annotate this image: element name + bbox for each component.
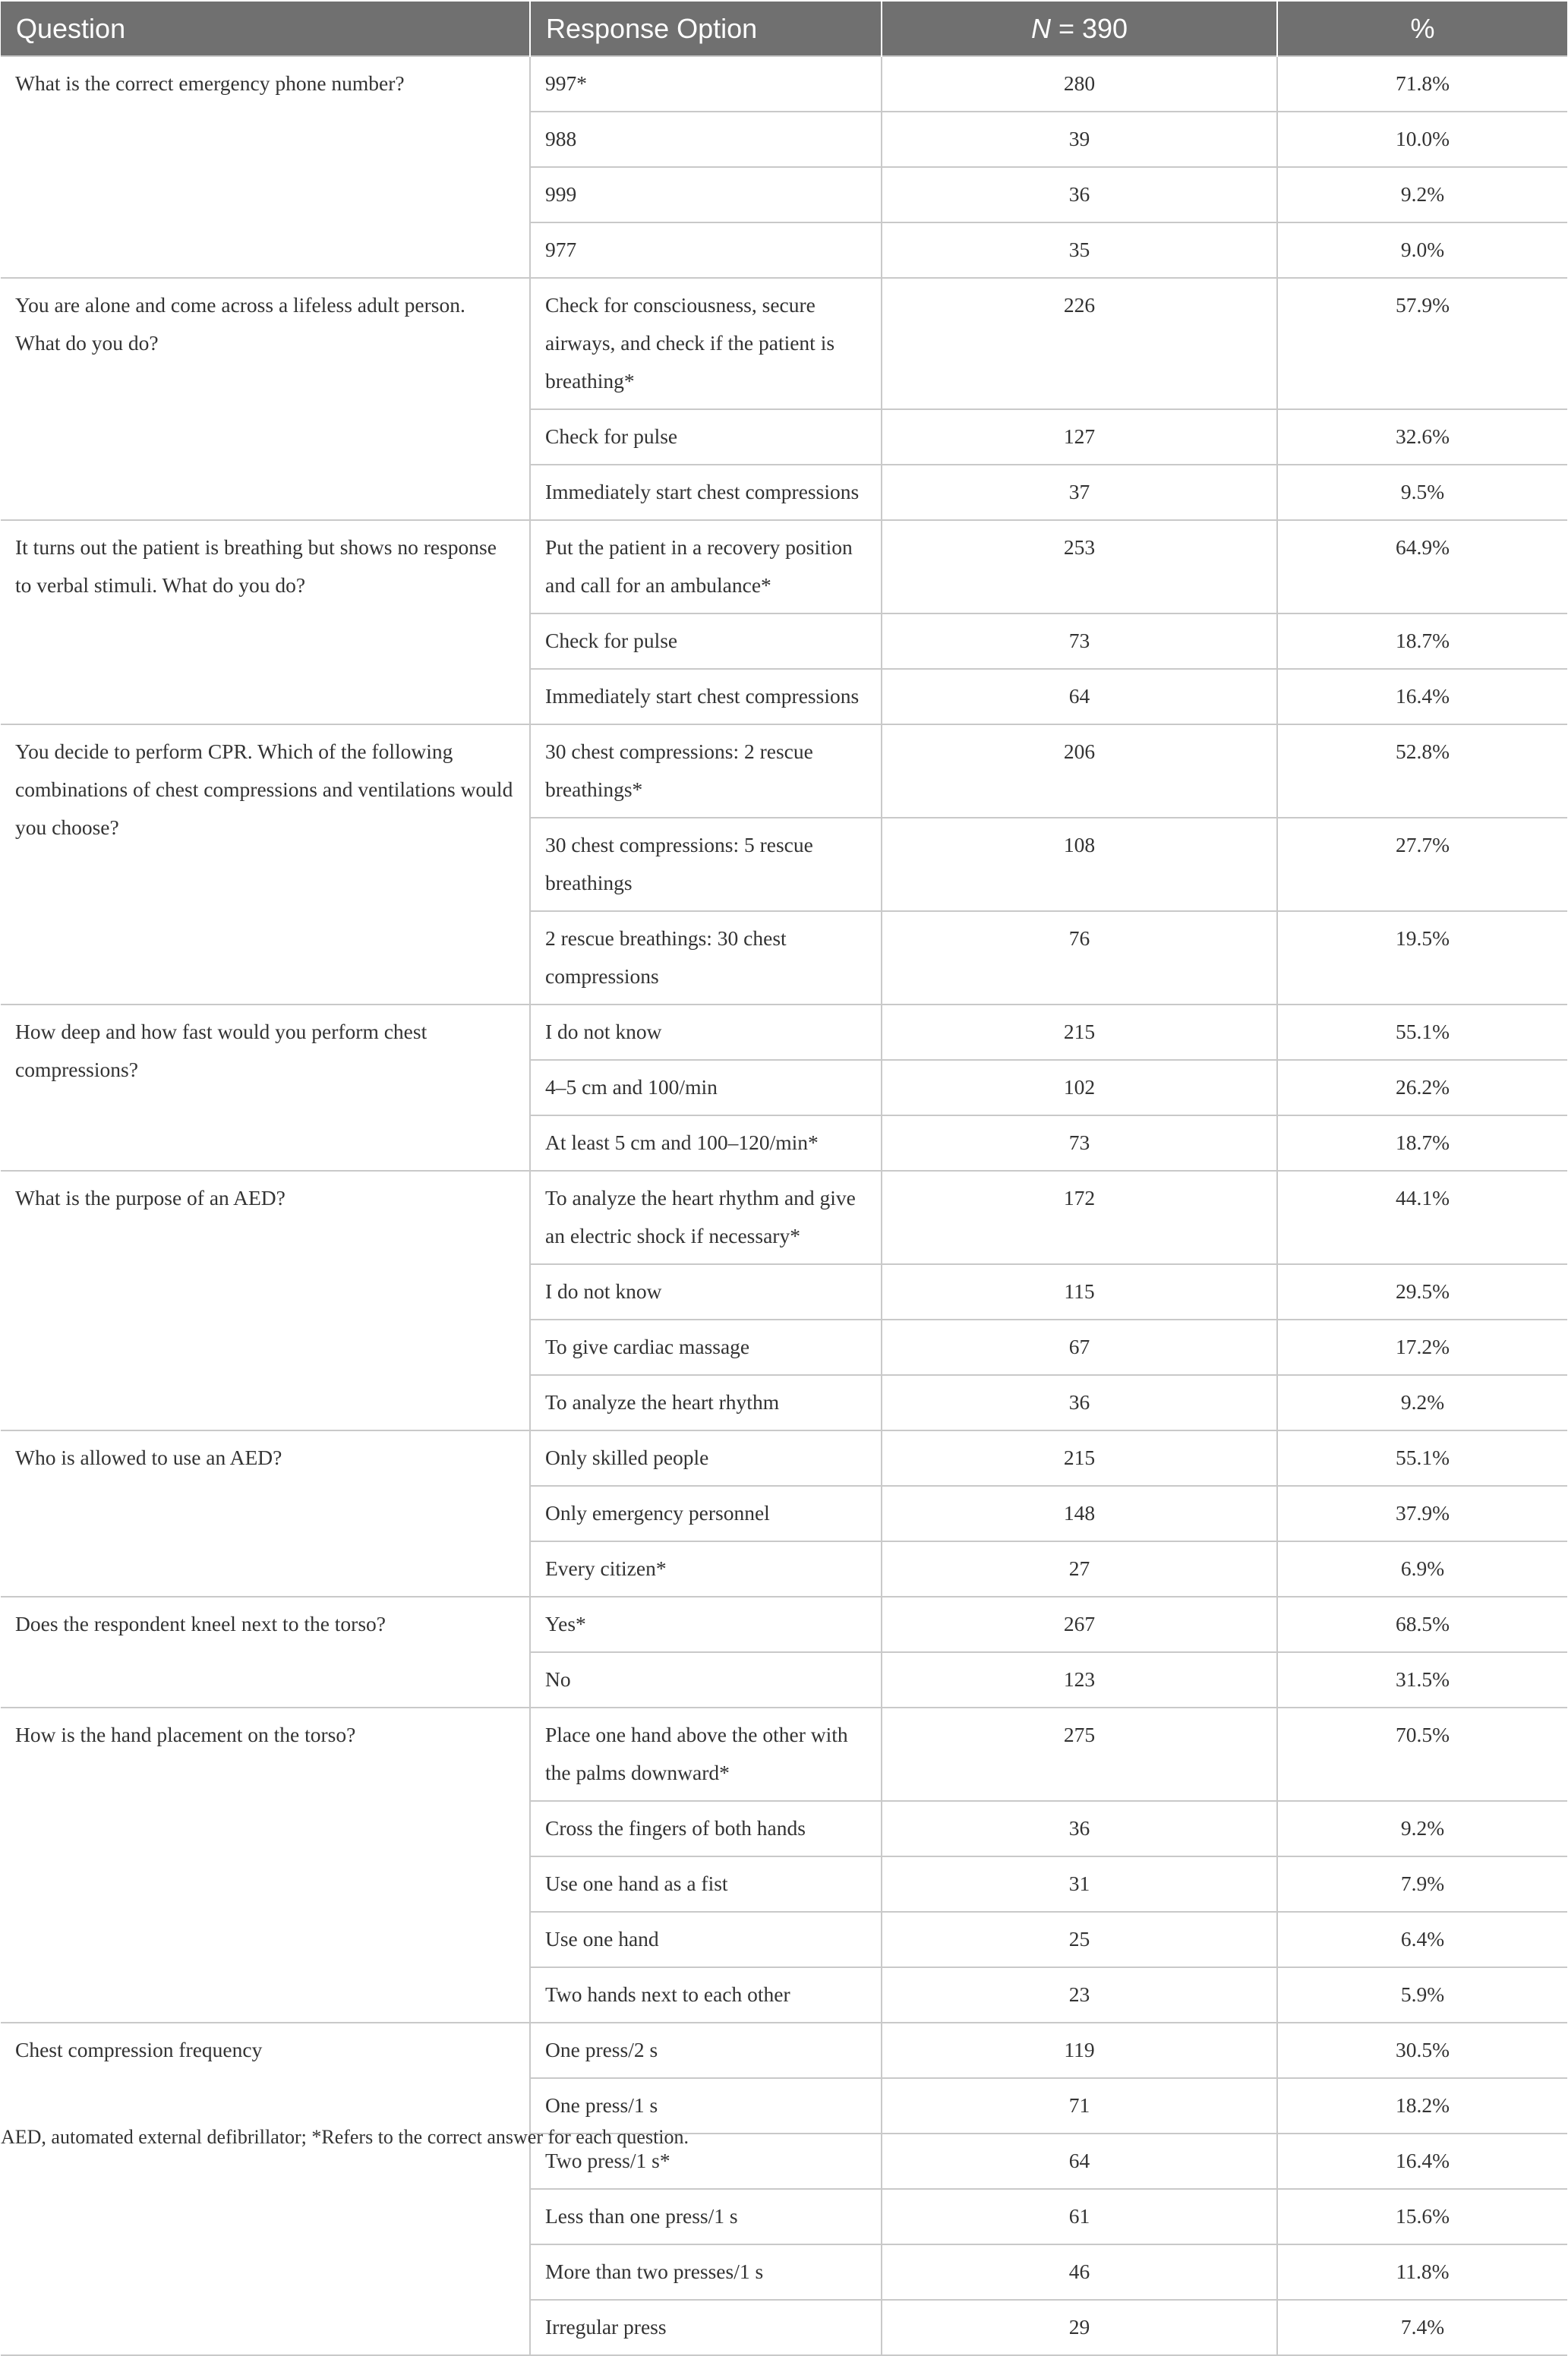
- count-cell: 23: [882, 1967, 1277, 2023]
- table-row: [1, 1430, 1567, 1486]
- response-option-cell: Check for pulse: [530, 409, 882, 465]
- response-option-cell: Two hands next to each other: [530, 1967, 882, 2023]
- question-cell: It turns out the patient is breathing but shows no response to verbal stimuli. What do you do?: [1, 520, 530, 724]
- response-option-cell: Yes*: [530, 1597, 882, 1652]
- percent-cell: 55.1%: [1277, 1430, 1567, 1486]
- n-total: = 390: [1050, 12, 1128, 44]
- table-row: [1, 724, 1567, 818]
- column-header-percent: %: [1277, 1, 1567, 56]
- response-option-cell: Use one hand as a fist: [530, 1856, 882, 1912]
- table-footnote: AED, automated external defibrillator; *Refers to the correct answer for each question.: [1, 2126, 689, 2148]
- percent-cell: 44.1%: [1277, 1171, 1567, 1264]
- question-cell: How is the hand placement on the torso?: [1, 1708, 530, 2023]
- response-option-cell: Irregular press: [530, 2300, 882, 2355]
- response-option-cell: At least 5 cm and 100–120/min*: [530, 1115, 882, 1171]
- question-cell: You decide to perform CPR. Which of the following combinations of chest compressions and ventilations would you choose?: [1, 724, 530, 1005]
- percent-cell: 68.5%: [1277, 1597, 1567, 1652]
- count-cell: 206: [882, 724, 1277, 818]
- percent-cell: 9.2%: [1277, 1375, 1567, 1430]
- count-cell: 215: [882, 1005, 1277, 1060]
- response-option-cell: Less than one press/1 s: [530, 2189, 882, 2244]
- count-cell: 108: [882, 818, 1277, 911]
- count-cell: 67: [882, 1320, 1277, 1375]
- response-option-cell: Every citizen*: [530, 1541, 882, 1597]
- table-row: [1, 520, 1567, 613]
- count-cell: 29: [882, 2300, 1277, 2355]
- percent-cell: 32.6%: [1277, 409, 1567, 465]
- count-cell: 253: [882, 520, 1277, 613]
- response-option-cell: To analyze the heart rhythm: [530, 1375, 882, 1430]
- table-row: [1, 1597, 1567, 1652]
- count-cell: 25: [882, 1912, 1277, 1967]
- count-cell: 226: [882, 278, 1277, 409]
- percent-cell: 9.2%: [1277, 1801, 1567, 1856]
- question-cell: Chest compression frequency: [1, 2023, 530, 2355]
- response-option-cell: 30 chest compressions: 2 rescue breathings*: [530, 724, 882, 818]
- response-option-cell: 30 chest compressions: 5 rescue breathings: [530, 818, 882, 911]
- response-option-cell: To give cardiac massage: [530, 1320, 882, 1375]
- percent-cell: 11.8%: [1277, 2244, 1567, 2300]
- count-cell: 73: [882, 1115, 1277, 1171]
- percent-cell: 71.8%: [1277, 56, 1567, 112]
- percent-cell: 18.7%: [1277, 1115, 1567, 1171]
- count-cell: 36: [882, 1375, 1277, 1430]
- percent-cell: 9.0%: [1277, 222, 1567, 278]
- percent-cell: 64.9%: [1277, 520, 1567, 613]
- response-option-cell: 977: [530, 222, 882, 278]
- response-option-cell: To analyze the heart rhythm and give an electric shock if necessary*: [530, 1171, 882, 1264]
- response-option-cell: More than two presses/1 s: [530, 2244, 882, 2300]
- count-cell: 76: [882, 911, 1277, 1005]
- count-cell: 172: [882, 1171, 1277, 1264]
- count-cell: 115: [882, 1264, 1277, 1320]
- question-cell: You are alone and come across a lifeless adult person. What do you do?: [1, 278, 530, 520]
- count-cell: 64: [882, 669, 1277, 724]
- response-option-cell: I do not know: [530, 1005, 882, 1060]
- percent-cell: 18.7%: [1277, 613, 1567, 669]
- count-cell: 31: [882, 1856, 1277, 1912]
- response-option-cell: 4–5 cm and 100/min: [530, 1060, 882, 1115]
- response-option-cell: No: [530, 1652, 882, 1708]
- percent-cell: 7.9%: [1277, 1856, 1567, 1912]
- table-row: [1, 278, 1567, 409]
- count-cell: 37: [882, 465, 1277, 520]
- count-cell: 46: [882, 2244, 1277, 2300]
- question-cell: What is the purpose of an AED?: [1, 1171, 530, 1430]
- percent-cell: 19.5%: [1277, 911, 1567, 1005]
- count-cell: 27: [882, 1541, 1277, 1597]
- count-cell: 35: [882, 222, 1277, 278]
- count-cell: 280: [882, 56, 1277, 112]
- percent-cell: 30.5%: [1277, 2023, 1567, 2078]
- percent-cell: 17.2%: [1277, 1320, 1567, 1375]
- count-cell: 127: [882, 409, 1277, 465]
- column-header-response-option: Response Option: [530, 1, 882, 56]
- percent-cell: 57.9%: [1277, 278, 1567, 409]
- response-option-cell: I do not know: [530, 1264, 882, 1320]
- response-option-cell: Check for consciousness, secure airways, and check if the patient is breathing*: [530, 278, 882, 409]
- n-symbol: N: [1030, 12, 1051, 44]
- percent-cell: 55.1%: [1277, 1005, 1567, 1060]
- response-option-cell: 2 rescue breathings: 30 chest compressions: [530, 911, 882, 1005]
- count-cell: 275: [882, 1708, 1277, 1801]
- header-row: [1, 1, 1567, 56]
- table-row: [1, 1171, 1567, 1264]
- count-cell: 148: [882, 1486, 1277, 1541]
- percent-cell: 26.2%: [1277, 1060, 1567, 1115]
- count-cell: 71: [882, 2078, 1277, 2134]
- count-cell: 267: [882, 1597, 1277, 1652]
- response-option-cell: Cross the fingers of both hands: [530, 1801, 882, 1856]
- percent-cell: 29.5%: [1277, 1264, 1567, 1320]
- percent-cell: 52.8%: [1277, 724, 1567, 818]
- column-header-n: [882, 1, 1277, 56]
- response-option-cell: Check for pulse: [530, 613, 882, 669]
- table-row: [1, 1005, 1567, 1060]
- response-option-cell: Immediately start chest compressions: [530, 669, 882, 724]
- percent-cell: 9.2%: [1277, 167, 1567, 222]
- percent-cell: 27.7%: [1277, 818, 1567, 911]
- table-row: [1, 1708, 1567, 1801]
- percent-cell: 16.4%: [1277, 2134, 1567, 2189]
- survey-results-table: [1, 0, 1567, 2356]
- response-option-cell: Put the patient in a recovery position and call for an ambulance*: [530, 520, 882, 613]
- question-cell: Does the respondent kneel next to the torso?: [1, 1597, 530, 1708]
- percent-cell: 31.5%: [1277, 1652, 1567, 1708]
- percent-cell: 6.9%: [1277, 1541, 1567, 1597]
- response-option-cell: Immediately start chest compressions: [530, 465, 882, 520]
- table-body: [1, 56, 1567, 2355]
- percent-cell: 70.5%: [1277, 1708, 1567, 1801]
- percent-cell: 6.4%: [1277, 1912, 1567, 1967]
- response-option-cell: Only emergency personnel: [530, 1486, 882, 1541]
- count-cell: 73: [882, 613, 1277, 669]
- count-cell: 64: [882, 2134, 1277, 2189]
- table-row: [1, 2023, 1567, 2078]
- count-cell: 119: [882, 2023, 1277, 2078]
- column-header-question: Question: [1, 1, 530, 56]
- response-option-cell: Only skilled people: [530, 1430, 882, 1486]
- response-option-cell: Place one hand above the other with the palms downward*: [530, 1708, 882, 1801]
- percent-cell: 16.4%: [1277, 669, 1567, 724]
- response-option-cell: 988: [530, 112, 882, 167]
- percent-cell: 18.2%: [1277, 2078, 1567, 2134]
- question-cell: Who is allowed to use an AED?: [1, 1430, 530, 1597]
- percent-cell: 9.5%: [1277, 465, 1567, 520]
- response-option-cell: 997*: [530, 56, 882, 112]
- percent-cell: 5.9%: [1277, 1967, 1567, 2023]
- question-cell: How deep and how fast would you perform chest compressions?: [1, 1005, 530, 1171]
- count-cell: 61: [882, 2189, 1277, 2244]
- response-option-cell: Two press/1 s*: [530, 2134, 882, 2189]
- percent-cell: 37.9%: [1277, 1486, 1567, 1541]
- response-option-cell: One press/1 s: [530, 2078, 882, 2134]
- percent-cell: 7.4%: [1277, 2300, 1567, 2355]
- percent-cell: 15.6%: [1277, 2189, 1567, 2244]
- table-header: [1, 1, 1567, 56]
- percent-cell: 10.0%: [1277, 112, 1567, 167]
- question-cell: What is the correct emergency phone number?: [1, 56, 530, 278]
- response-option-cell: Use one hand: [530, 1912, 882, 1967]
- table-row: [1, 56, 1567, 112]
- count-cell: 123: [882, 1652, 1277, 1708]
- count-cell: 215: [882, 1430, 1277, 1486]
- response-option-cell: 999: [530, 167, 882, 222]
- count-cell: 102: [882, 1060, 1277, 1115]
- response-option-cell: One press/2 s: [530, 2023, 882, 2078]
- count-cell: 36: [882, 1801, 1277, 1856]
- count-cell: 39: [882, 112, 1277, 167]
- count-cell: 36: [882, 167, 1277, 222]
